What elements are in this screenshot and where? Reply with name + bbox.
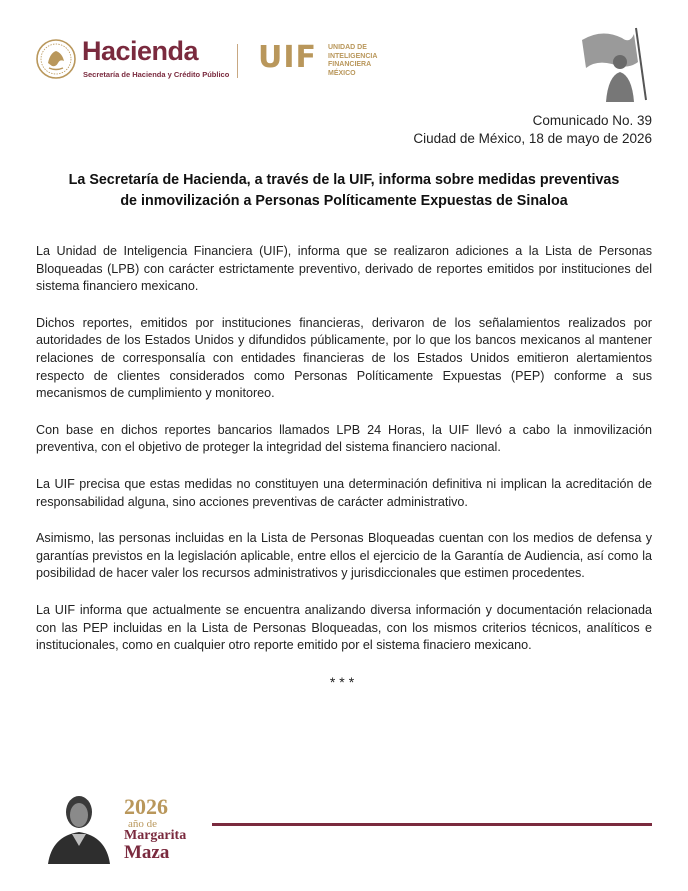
communique-number: Comunicado No. 39: [532, 113, 652, 128]
footer-name-first: Margarita: [124, 828, 187, 843]
document-body: [36, 243, 652, 674]
body-paragraph: Con base en dichos reportes bancarios llamados LPB 24 Horas, la UIF llevó a cabo la inmovilización preventiva, con el objetivo de proteger la integridad del sistema financiero nacional.: [36, 422, 652, 455]
uif-caption-line: FINANCIERA: [328, 61, 372, 68]
uif-caption-line: INTELIGENCIA: [328, 52, 378, 60]
eagle-seal-icon: [36, 39, 76, 79]
hacienda-subtitle: Secretaría de Hacienda y Crédito Público: [83, 70, 230, 79]
flag-woman-icon: [572, 22, 656, 102]
body-paragraph: Dichos reportes, emitidos por instituciones financieras, derivaron de los señalamientos realizados por autoridades de los Estados Unidos y difundidos públicamente, por lo que los bancos mexicanos al mantener relaciones de corresponsalía con entidades financieras de los Estados Unidos emitieron alertamientos respecto de clientes considerados como Personas Políticamente Expuestas (PEP) conforme a sus mecanismos de cumplimiento y monitoreo.: [36, 315, 652, 401]
footer-name-last: Maza: [124, 842, 170, 863]
body-paragraph: La Unidad de Inteligencia Financiera (UIF), informa que se realizaron adiciones a la Lista de Personas Bloqueadas (LPB) con carácter estrictamente preventivo, derivado de reportes emitidos por instituciones del sistema financiero mexicano.: [36, 244, 652, 294]
communique-place-date: Ciudad de México, 18 de mayo de 2026: [413, 131, 652, 146]
footer-subtitle: año de: [128, 818, 158, 830]
body-paragraph: La UIF precisa que estas medidas no constituyen una determinación definitiva ni implican la acreditación de responsabilidad alguna, sino acciones preventivas de carácter administrativo.: [36, 476, 652, 509]
logo-divider: [237, 44, 238, 78]
title-line: de inmovilización a Personas Políticamente Expuestas de Sinaloa: [120, 193, 568, 209]
body-paragraph: Asimismo, las personas incluidas en la Lista de Personas Bloqueadas cuentan con los medios de defensa y garantías previstos en la legislación aplicable, entre ellos el ejercicio de la Garantía de Audiencia, así como la posibilidad de hacer valer los recursos administrativos y jurisdiccionales que estimen procedentes.: [36, 531, 652, 581]
document-title: [36, 170, 652, 212]
uif-caption-line: UNIDAD DE: [328, 44, 367, 51]
margarita-maza-portrait-icon: [40, 786, 118, 864]
uif-logo-text: UIF: [258, 40, 318, 75]
communique-info: [413, 112, 652, 148]
hacienda-logo-text: Hacienda: [82, 36, 199, 66]
footer-divider: [212, 823, 652, 826]
closing-asterisks: ***: [329, 674, 359, 690]
title-line: La Secretaría de Hacienda, a través de la UIF, informa sobre medidas preventivas: [68, 172, 620, 188]
footer-year: 2026: [124, 794, 168, 819]
body-paragraph: La UIF informa que actualmente se encuentra analizando diversa información y documentación relacionada con las PEP incluidas en la Lista de Personas Bloqueadas, con los mismos criterios técnicos, analíticos e institucionales, como en cualquier otro reporte emitido por el sistema finaciero mexicano.: [36, 602, 652, 653]
letterhead: [36, 36, 656, 106]
uif-logo-caption: [328, 44, 418, 78]
uif-caption-line: MÉXICO: [328, 69, 356, 77]
